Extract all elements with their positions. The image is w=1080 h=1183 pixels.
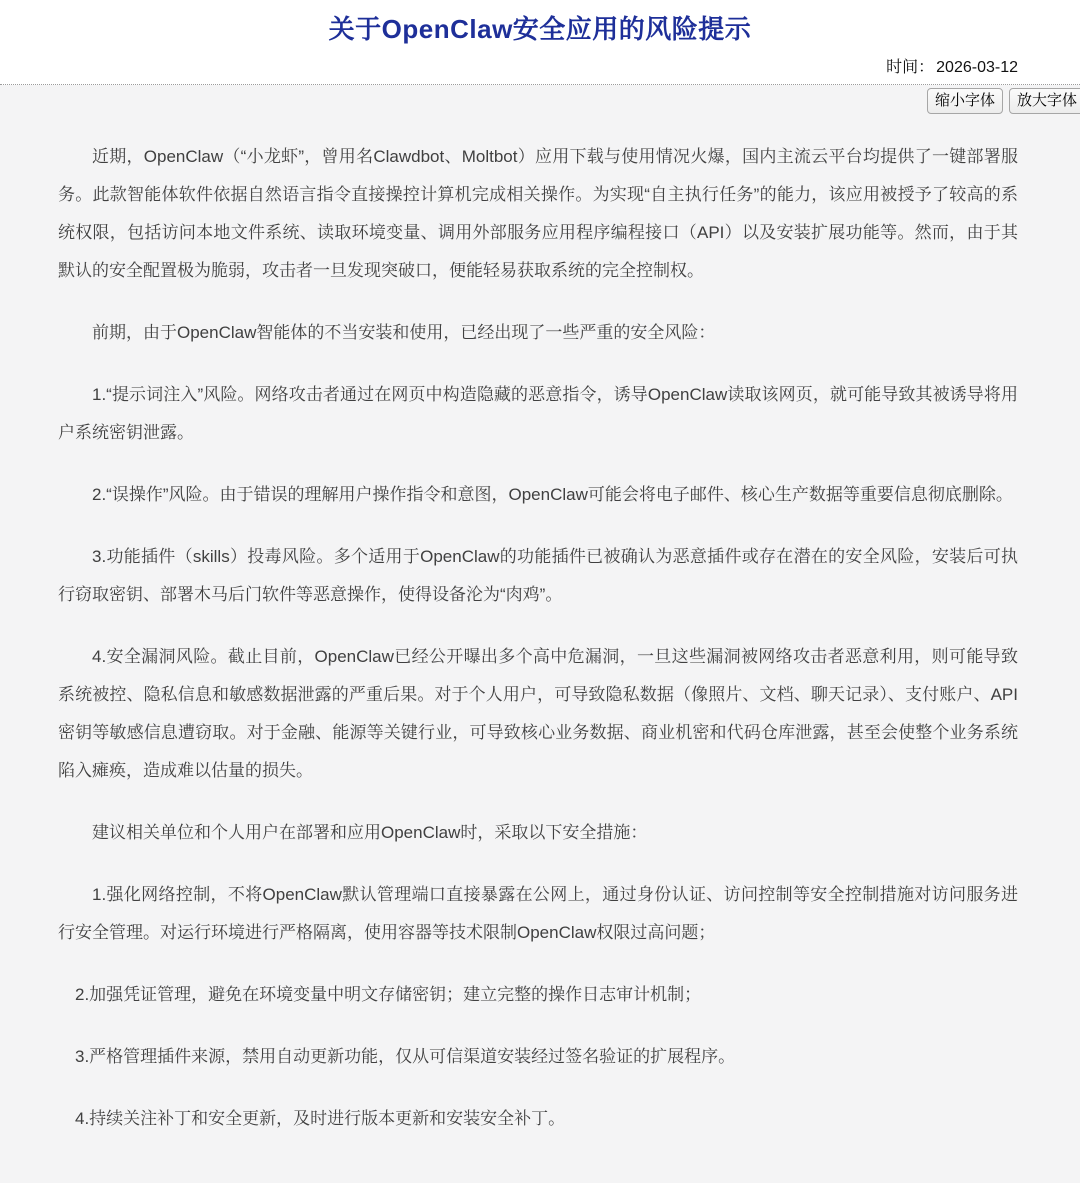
paragraph-risks-lead: 前期，由于OpenClaw智能体的不当安装和使用，已经出现了一些严重的安全风险： — [92, 323, 716, 342]
publish-time-row — [0, 46, 1080, 84]
paragraph-measure-1: 1.强化网络控制，不将OpenClaw默认管理端口直接暴露在公网上，通过身份认证、访问控制等安全控制措施对访问服务进行安全管理。对运行环境进行严格隔离，使用容器等技术限制OpenClaw权限过高问题； — [58, 885, 1018, 942]
decrease-font-button[interactable]: 缩小字体 — [927, 88, 1003, 114]
article-header — [0, 0, 1080, 85]
publish-time-value: 2026-03-12 — [936, 59, 1018, 76]
paragraph-risk-4: 4.安全漏洞风险。截止目前，OpenClaw已经公开曝出多个高中危漏洞，一旦这些漏洞被网络攻击者恶意利用，则可能导致系统被控、隐私信息和敏感数据泄露的严重后果。对于个人用户，可导致隐私数据（像照片、文档、聊天记录）、支付账户、API密钥等敏感信息遭窃取。对于金融、能源等关键行业，可导致核心业务数据、商业机密和代码仓库泄露，甚至会使整个业务系统陷入瘫痪，造成难以估量的损失。 — [58, 647, 1018, 780]
paragraph-intro: 近期，OpenClaw（“小龙虾”，曾用名Clawdbot、Moltbot）应用下载与使用情况火爆，国内主流云平台均提供了一键部署服务。此款智能体软件依据自然语言指令直接操控计算机完成相关操作。为实现“自主执行任务”的能力，该应用被授予了较高的系统权限，包括访问本地文件系统、读取环境变量、调用外部服务应用程序编程接口（API）以及安装扩展功能等。然而，由于其默认的安全配置极为脆弱，攻击者一旦发现突破口，便能轻易获取系统的完全控制权。 — [58, 147, 1018, 280]
page-title: 关于OpenClaw安全应用的风险提示 — [328, 14, 752, 44]
paragraph-measure-4: 4.持续关注补丁和安全更新，及时进行版本更新和安装安全补丁。 — [75, 1109, 566, 1128]
paragraph-risk-2: 2.“误操作”风险。由于错误的理解用户操作指令和意图，OpenClaw可能会将电子邮件、核心生产数据等重要信息彻底删除。 — [92, 485, 1013, 504]
paragraph-risk-3: 3.功能插件（skills）投毒风险。多个适用于OpenClaw的功能插件已被确认为恶意插件或存在潜在的安全风险，安装后可执行窃取密钥、部署木马后门软件等恶意操作，使得设备沦为“肉鸡”。 — [58, 547, 1018, 604]
increase-font-button[interactable]: 放大字体 — [1009, 88, 1080, 114]
paragraph-risk-1: 1.“提示词注入”风险。网络攻击者通过在网页中构造隐藏的恶意指令，诱导OpenClaw读取该网页，就可能导致其被诱导将用户系统密钥泄露。 — [58, 385, 1018, 442]
font-size-toolbar — [0, 85, 1080, 114]
article-body — [0, 138, 1080, 1180]
publish-time-label: 时间： — [886, 59, 935, 76]
paragraph-measure-2: 2.加强凭证管理，避免在环境变量中明文存储密钥；建立完整的操作日志审计机制； — [75, 985, 702, 1004]
paragraph-measures-lead: 建议相关单位和个人用户在部署和应用OpenClaw时，采取以下安全措施： — [92, 823, 648, 842]
paragraph-measure-3: 3.严格管理插件来源，禁用自动更新功能，仅从可信渠道安装经过签名验证的扩展程序。 — [75, 1047, 736, 1066]
